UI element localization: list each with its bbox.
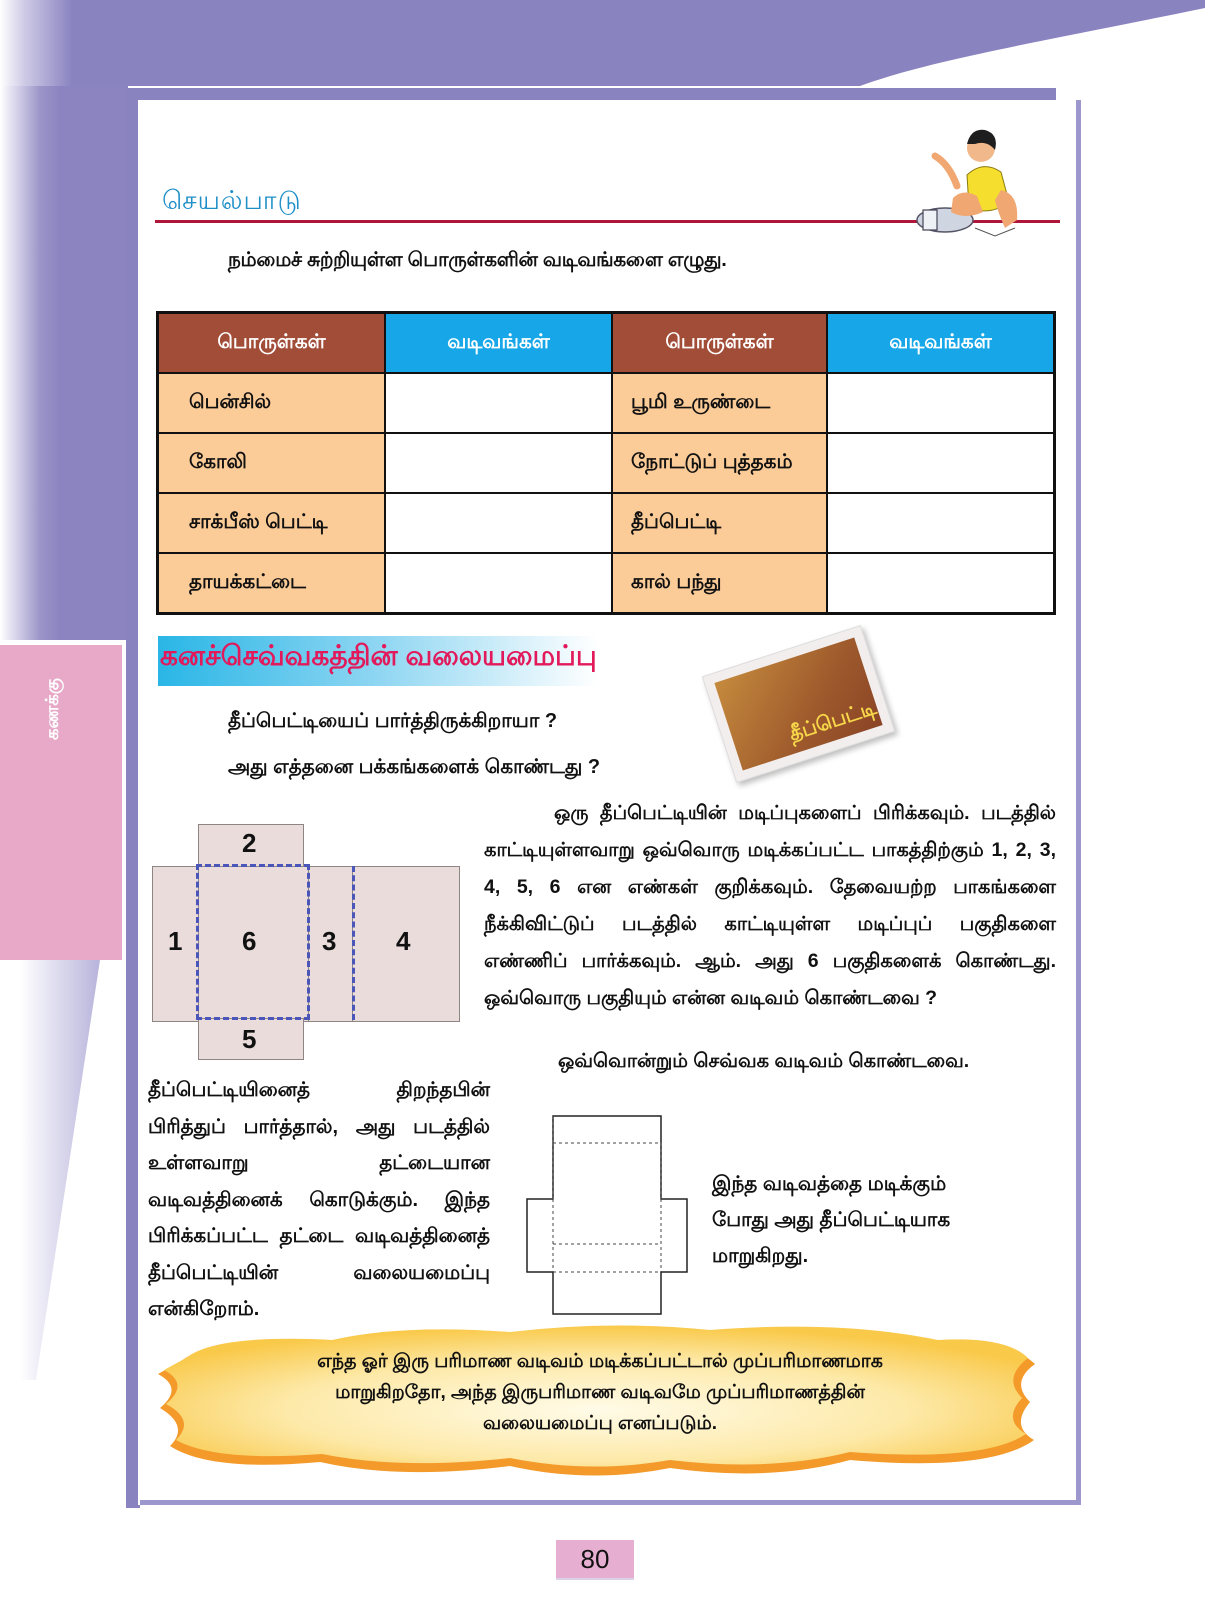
shape-answer-cell[interactable] [827,373,1055,433]
header-shapes-1: வடிவங்கள் [385,313,612,374]
shape-answer-cell[interactable] [385,493,612,553]
matchbox-label: தீப்பெட்டி [786,696,880,746]
net-number-6: 6 [242,926,257,956]
net-number-2: 2 [242,828,257,858]
top-banner [0,0,1228,100]
shape-answer-cell[interactable] [385,553,612,614]
object-cell: கால் பந்து [612,553,827,614]
shape-answer-cell[interactable] [385,433,612,493]
definition-text [200,1346,1000,1439]
definition-line-2: மாறுகிறதோ, அந்த இருபரிமாண வடிவமே முப்பரிமாணத்தின் [335,1382,865,1403]
shapes-table [156,311,1056,615]
net-section-heading: கனச்செவ்வகத்தின் வலையமைப்பு [160,640,597,671]
object-cell: தாயக்கட்டை [158,553,386,614]
definition-line-1: எந்த ஓர் இரு பரிமாண வடிவம் மடிக்கப்பட்டால் முப்பரிமாணமாக [317,1351,883,1372]
shape-answer-cell[interactable] [385,373,612,433]
net-line-drawing [525,1110,695,1320]
object-cell: கோலி [158,433,386,493]
object-cell: நோட்டுப் புத்தகம் [612,433,827,493]
activity-instruction: நம்மைச் சுற்றியுள்ள பொருள்களின் வடிவங்களை எழுது. [228,249,727,271]
instructions-paragraph [484,795,1056,1017]
instructions-text: ஒரு தீப்பெட்டியின் மடிப்புகளைப் பிரிக்கவும். படத்தில் காட்டியுள்ளவாறு ஒவ்வொரு மடிக்கப்பட்ட பாகத்திற்கும் 1, 2, 3, 4, 5, 6 என எண்கள் குறிக்கவும். தேவையற்ற பாகங்களை நீக்கிவிட்டுப் படத்தில் காட்டியுள்ள மடிப்புப் பகுதிகளை எண்ணிப் பார்க்கவும். ஆம். அது 6 பகுதிகளைக் கொண்டது. ஒவ்வொரு பகுதியும் என்ன வடிவம் கொண்டவை ? [484,802,1056,1009]
header-shapes-2: வடிவங்கள் [827,313,1055,374]
table-row [158,553,1055,614]
activity-title: செயல்பாடு [162,185,302,215]
net-number-3: 3 [322,926,337,956]
page-number: 80 [556,1540,634,1580]
header-objects-2: பொருள்கள் [612,313,827,374]
side-tab-label: கணக்கு [42,678,62,740]
fold-explanation: இந்த வடிவத்தை மடிக்கும் போது அது தீப்பெட்டியாக மாறுகிறது. [712,1173,951,1267]
shape-answer-cell[interactable] [827,493,1055,553]
matchbox-net-photo [152,820,472,1060]
net-number-4: 4 [396,926,411,956]
boy-illustration [905,120,1035,250]
net-number-5: 5 [242,1024,257,1054]
answer-text: ஒவ்வொன்றும் செவ்வக வடிவம் கொண்டவை. [558,1050,970,1072]
shape-answer-cell[interactable] [827,433,1055,493]
table-row [158,433,1055,493]
table-row [158,373,1055,433]
object-cell: தீப்பெட்டி [612,493,827,553]
object-cell: சாக்பீஸ் பெட்டி [158,493,386,553]
question-seen-matchbox: தீப்பெட்டியைப் பார்த்திருக்கிறாயா ? [228,710,558,732]
net-explanation-paragraph: தீப்பெட்டியினைத் திறந்தபின் பிரித்துப் பார்த்தால், அது படத்தில் உள்ளவாறு தட்டையான வடிவத்தினைக் கொடுக்கும். இந்த பிரிக்கப்பட்ட தட்டை வடிவத்தினைத் தீப்பெட்டியின் வலையமைப்பு என்கிறோம். [148,1079,490,1320]
shape-answer-cell[interactable] [827,553,1055,614]
frame-left-bar [126,88,140,1508]
table-row [158,493,1055,553]
left-fade-decoration [20,960,100,1380]
table-header-row [158,313,1055,374]
object-cell: பென்சில் [158,373,386,433]
object-cell: பூமி உருண்டை [612,373,827,433]
definition-line-3: வலையமைப்பு எனப்படும். [482,1413,718,1434]
net-fold-line [352,866,355,1020]
question-how-many-sides: அது எத்தனை பக்கங்களைக் கொண்டது ? [228,756,601,778]
net-number-1: 1 [168,926,183,956]
header-objects-1: பொருள்கள் [158,313,386,374]
